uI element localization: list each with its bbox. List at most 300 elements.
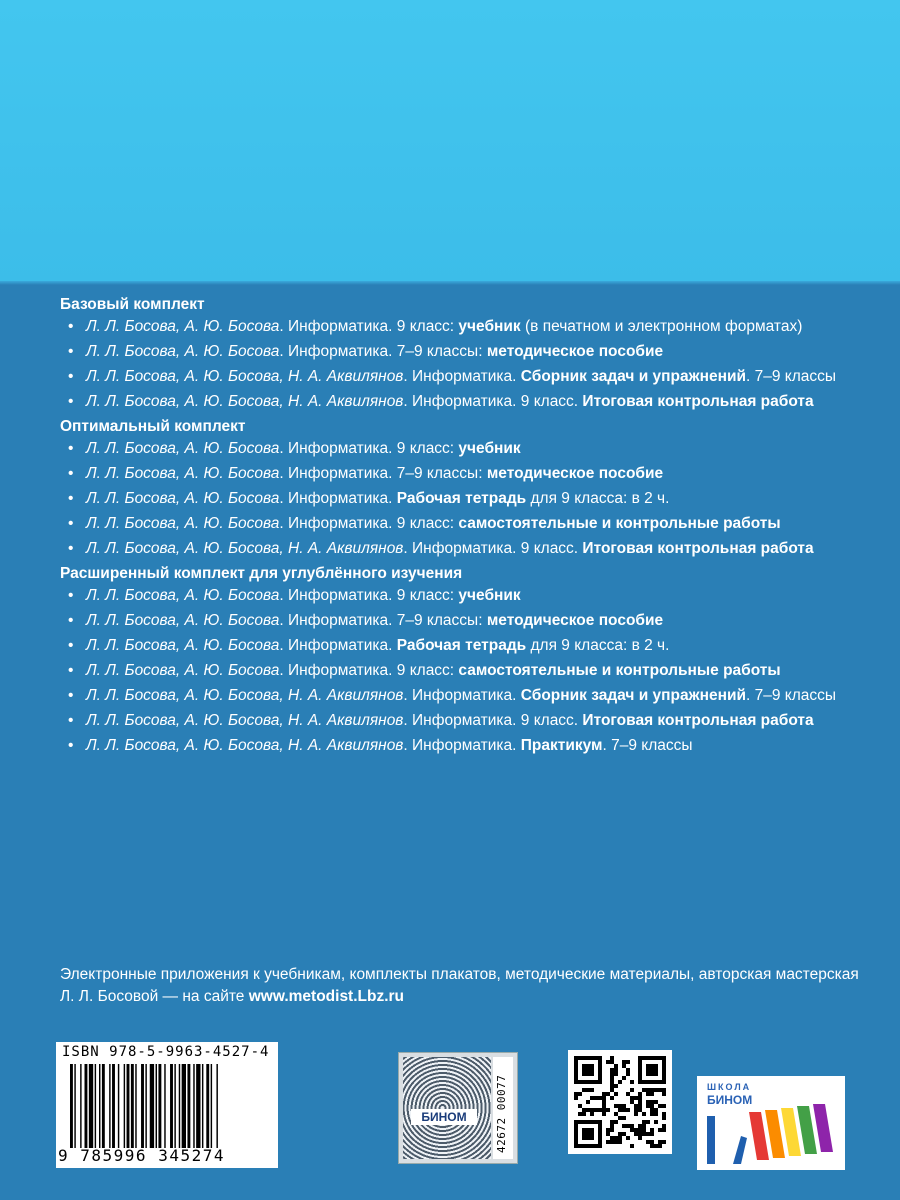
- qr-module: [598, 1080, 602, 1084]
- qr-module: [642, 1120, 646, 1124]
- qr-module: [598, 1132, 602, 1136]
- qr-module: [578, 1104, 582, 1108]
- qr-module: [598, 1128, 602, 1132]
- list-item: [86, 391, 860, 413]
- qr-module: [638, 1132, 642, 1136]
- qr-module: [638, 1056, 642, 1060]
- qr-module: [586, 1120, 590, 1124]
- qr-module: [630, 1088, 634, 1092]
- qr-module: [594, 1108, 598, 1112]
- qr-module: [582, 1112, 586, 1116]
- qr-module: [638, 1064, 642, 1068]
- band-divider: [0, 281, 900, 285]
- qr-module: [582, 1132, 586, 1136]
- qr-module: [586, 1088, 590, 1092]
- barcode-bar: [145, 1064, 146, 1148]
- section-title: Расширенный комплект для углублённого изучения: [60, 565, 463, 582]
- qr-module: [602, 1112, 606, 1116]
- qr-module: [662, 1064, 666, 1068]
- qr-module: [650, 1092, 654, 1096]
- qr-module: [586, 1056, 590, 1060]
- item-author: Л. Л. Босова, А. Ю. Босова: [86, 637, 280, 654]
- qr-module: [658, 1056, 662, 1060]
- qr-module: [614, 1072, 618, 1076]
- qr-module: [610, 1096, 614, 1100]
- item-text: . Информатика. 7–9 классы:: [279, 465, 487, 482]
- qr-module: [650, 1140, 654, 1144]
- qr-module: [650, 1068, 654, 1072]
- item-author: Л. Л. Босова, А. Ю. Босова: [86, 343, 280, 360]
- qr-module: [662, 1092, 666, 1096]
- qr-module: [654, 1108, 658, 1112]
- qr-module: [602, 1096, 606, 1100]
- item-text: . Информатика.: [279, 637, 397, 654]
- barcode-bar: [182, 1064, 186, 1148]
- item-tail: для 9 класса: в 2 ч.: [526, 490, 670, 507]
- qr-module: [574, 1128, 578, 1132]
- qr-module: [610, 1068, 614, 1072]
- qr-module: [630, 1124, 634, 1128]
- qr-module: [578, 1056, 582, 1060]
- qr-module: [574, 1120, 578, 1124]
- list-item: [86, 610, 860, 632]
- qr-module: [654, 1072, 658, 1076]
- qr-module: [574, 1072, 578, 1076]
- qr-module: [586, 1136, 590, 1140]
- qr-module: [658, 1088, 662, 1092]
- qr-module: [622, 1060, 626, 1064]
- qr-module: [662, 1056, 666, 1060]
- qr-module: [662, 1076, 666, 1080]
- qr-module: [602, 1092, 606, 1096]
- item-tail: (в печатном и электронном форматах): [520, 318, 803, 335]
- publisher-logo: [697, 1076, 845, 1170]
- qr-module: [630, 1100, 634, 1104]
- qr-module: [590, 1096, 594, 1100]
- qr-module: [662, 1072, 666, 1076]
- qr-module: [638, 1080, 642, 1084]
- qr-module: [582, 1064, 586, 1068]
- item-text: . Информатика. 9 класс:: [279, 587, 459, 604]
- qr-module: [590, 1136, 594, 1140]
- qr-module: [618, 1140, 622, 1144]
- qr-module: [602, 1104, 606, 1108]
- qr-module: [578, 1080, 582, 1084]
- item-text: . Информатика.: [403, 368, 521, 385]
- qr-module: [658, 1144, 662, 1148]
- qr-module: [650, 1100, 654, 1104]
- qr-module: [574, 1076, 578, 1080]
- qr-module: [642, 1132, 646, 1136]
- qr-module: [606, 1092, 610, 1096]
- hologram-sticker: [398, 1052, 518, 1164]
- qr-module: [654, 1056, 658, 1060]
- barcode-bar: [124, 1064, 125, 1148]
- qr-module: [618, 1104, 622, 1108]
- qr-module: [598, 1096, 602, 1100]
- qr-module: [614, 1084, 618, 1088]
- item-text: . Информатика. 9 класс.: [403, 540, 583, 557]
- qr-module: [582, 1108, 586, 1112]
- qr-module: [654, 1088, 658, 1092]
- item-bold-title: методическое пособие: [486, 612, 664, 629]
- qr-module: [662, 1060, 666, 1064]
- qr-module: [634, 1128, 638, 1132]
- barcode-bar: [164, 1064, 165, 1148]
- qr-module: [654, 1068, 658, 1072]
- qr-module: [650, 1128, 654, 1132]
- qr-module: [606, 1132, 610, 1136]
- qr-module: [590, 1088, 594, 1092]
- qr-module: [646, 1088, 650, 1092]
- section-title: Оптимальный комплект: [60, 418, 246, 435]
- list-item: [86, 488, 860, 510]
- qr-module: [618, 1116, 622, 1120]
- section-list: [60, 585, 860, 757]
- item-text: . Информатика. 9 класс:: [279, 318, 459, 335]
- section-list: [60, 438, 860, 560]
- item-bold-title: самостоятельные и контрольные работы: [458, 662, 781, 679]
- qr-module: [582, 1080, 586, 1084]
- qr-module: [658, 1140, 662, 1144]
- qr-module: [642, 1112, 646, 1116]
- item-author: Л. Л. Босова, А. Ю. Босова: [86, 612, 280, 629]
- qr-module: [638, 1096, 642, 1100]
- list-item: [86, 735, 860, 757]
- logo-line-school: ШКОЛА: [707, 1082, 752, 1092]
- item-bold-title: учебник: [458, 587, 521, 604]
- list-item: [86, 463, 860, 485]
- qr-module: [582, 1072, 586, 1076]
- item-text: . Информатика.: [279, 490, 397, 507]
- qr-module: [662, 1112, 666, 1116]
- barcode-bar: [179, 1064, 180, 1148]
- qr-code-pattern: [574, 1056, 666, 1148]
- qr-module: [590, 1072, 594, 1076]
- item-author: Л. Л. Босова, А. Ю. Босова, Н. А. Аквилянов: [86, 393, 404, 410]
- qr-module: [654, 1144, 658, 1148]
- list-item: [86, 366, 860, 388]
- isbn-barcode: [56, 1042, 278, 1168]
- qr-module: [622, 1116, 626, 1120]
- qr-module: [618, 1136, 622, 1140]
- qr-module: [662, 1068, 666, 1072]
- qr-module: [650, 1104, 654, 1108]
- qr-module: [626, 1092, 630, 1096]
- item-bold-title: Итоговая контрольная работа: [582, 712, 814, 729]
- item-author: Л. Л. Босова, А. Ю. Босова, Н. А. Аквилянов: [86, 368, 404, 385]
- qr-module: [654, 1100, 658, 1104]
- qr-module: [654, 1112, 658, 1116]
- item-tail: . 7–9 классы: [602, 737, 693, 754]
- item-author: Л. Л. Босова, А. Ю. Босова: [86, 515, 280, 532]
- qr-module: [582, 1136, 586, 1140]
- qr-module: [638, 1128, 642, 1132]
- qr-module: [578, 1144, 582, 1148]
- qr-module: [598, 1064, 602, 1068]
- qr-module: [606, 1128, 610, 1132]
- qr-module: [590, 1108, 594, 1112]
- qr-module: [574, 1064, 578, 1068]
- qr-module: [598, 1136, 602, 1140]
- item-bold-title: Рабочая тетрадь: [396, 490, 527, 507]
- list-item: [86, 635, 860, 657]
- qr-module: [626, 1124, 630, 1128]
- list-item: [86, 585, 860, 607]
- list-item: [86, 341, 860, 363]
- qr-module: [582, 1068, 586, 1072]
- qr-module: [638, 1104, 642, 1108]
- qr-module: [590, 1056, 594, 1060]
- qr-module: [614, 1136, 618, 1140]
- qr-module: [650, 1080, 654, 1084]
- item-author: Л. Л. Босова, А. Ю. Босова, Н. А. Аквилянов: [86, 540, 404, 557]
- qr-module: [586, 1080, 590, 1084]
- qr-module: [578, 1112, 582, 1116]
- qr-module: [650, 1064, 654, 1068]
- qr-module: [610, 1076, 614, 1080]
- qr-module: [590, 1068, 594, 1072]
- item-tail: . 7–9 классы: [746, 368, 837, 385]
- qr-module: [646, 1120, 650, 1124]
- qr-module: [662, 1104, 666, 1108]
- qr-module: [622, 1064, 626, 1068]
- hologram-strip: [493, 1057, 513, 1159]
- item-bold-title: Сборник задач и упражнений: [520, 368, 747, 385]
- qr-module: [622, 1132, 626, 1136]
- qr-module: [574, 1140, 578, 1144]
- barcode-bar: [156, 1064, 157, 1148]
- qr-module: [622, 1076, 626, 1080]
- ean-number: 9 785996 345274: [58, 1146, 225, 1165]
- qr-module: [590, 1132, 594, 1136]
- qr-module: [658, 1128, 662, 1132]
- qr-module: [598, 1124, 602, 1128]
- item-text: . Информатика.: [403, 687, 521, 704]
- qr-module: [646, 1104, 650, 1108]
- footer-site-link[interactable]: www.metodist.Lbz.ru: [248, 988, 405, 1005]
- qr-module: [658, 1080, 662, 1084]
- qr-module: [586, 1072, 590, 1076]
- qr-module: [614, 1068, 618, 1072]
- qr-module: [630, 1128, 634, 1132]
- item-author: Л. Л. Босова, А. Ю. Босова, Н. А. Аквилянов: [86, 687, 404, 704]
- qr-module: [606, 1060, 610, 1064]
- qr-module: [638, 1100, 642, 1104]
- barcode-bar: [150, 1064, 154, 1148]
- section-list: [60, 316, 860, 413]
- item-author: Л. Л. Босова, А. Ю. Босова, Н. А. Аквилянов: [86, 712, 404, 729]
- qr-module: [662, 1116, 666, 1120]
- qr-module: [594, 1144, 598, 1148]
- logo-line-binom: БИНОМ: [707, 1093, 753, 1107]
- qr-module: [642, 1056, 646, 1060]
- item-bold-title: самостоятельные и контрольные работы: [458, 515, 781, 532]
- qr-module: [622, 1124, 626, 1128]
- qr-module: [638, 1136, 642, 1140]
- qr-module: [590, 1064, 594, 1068]
- barcode-bar: [196, 1064, 200, 1148]
- qr-module: [614, 1112, 618, 1116]
- qr-module: [626, 1072, 630, 1076]
- qr-module: [634, 1104, 638, 1108]
- qr-module: [646, 1080, 650, 1084]
- qr-module: [598, 1076, 602, 1080]
- qr-module: [602, 1100, 606, 1104]
- qr-module: [610, 1128, 614, 1132]
- qr-module: [646, 1140, 650, 1144]
- qr-module: [574, 1080, 578, 1084]
- qr-module: [610, 1140, 614, 1144]
- qr-module: [634, 1112, 638, 1116]
- qr-module: [586, 1132, 590, 1136]
- barcode-bar: [80, 1064, 81, 1148]
- barcode-bars: [70, 1064, 266, 1148]
- kit-list: [60, 292, 860, 760]
- barcode-bar: [170, 1064, 173, 1148]
- qr-module: [598, 1120, 602, 1124]
- item-author: Л. Л. Босова, А. Ю. Босова: [86, 662, 280, 679]
- qr-module: [614, 1064, 618, 1068]
- qr-module: [574, 1132, 578, 1136]
- qr-module: [662, 1124, 666, 1128]
- qr-module: [642, 1080, 646, 1084]
- qr-module: [638, 1076, 642, 1080]
- footer-text: Электронные приложения к учебникам, комплекты плакатов, методические материалы, авторская мастерская Л. Л. Босовой — на сайте: [60, 966, 859, 1005]
- qr-module: [642, 1088, 646, 1092]
- qr-module: [610, 1084, 614, 1088]
- barcode-bar: [74, 1064, 75, 1148]
- item-tail: для 9 класса: в 2 ч.: [526, 637, 670, 654]
- item-author: Л. Л. Босова, А. Ю. Босова: [86, 465, 280, 482]
- footer-note: [60, 964, 860, 1008]
- item-bold-title: Итоговая контрольная работа: [582, 540, 814, 557]
- qr-module: [594, 1096, 598, 1100]
- barcode-bar: [118, 1064, 119, 1148]
- qr-module: [650, 1056, 654, 1060]
- qr-module: [598, 1056, 602, 1060]
- barcode-bar: [85, 1064, 88, 1148]
- qr-module: [586, 1128, 590, 1132]
- item-bold-title: Рабочая тетрадь: [396, 637, 527, 654]
- qr-module: [606, 1140, 610, 1144]
- item-bold-title: Итоговая контрольная работа: [582, 393, 814, 410]
- item-bold-title: учебник: [458, 440, 521, 457]
- qr-module: [618, 1080, 622, 1084]
- item-text: . Информатика. 9 класс:: [279, 440, 459, 457]
- barcode-bar: [99, 1064, 100, 1148]
- item-text: . Информатика. 9 класс.: [403, 712, 583, 729]
- cover-top-band: [0, 0, 900, 283]
- section-title: Базовый комплект: [60, 296, 205, 313]
- qr-module: [598, 1072, 602, 1076]
- list-item: [86, 685, 860, 707]
- qr-module: [590, 1144, 594, 1148]
- barcode-bar: [102, 1064, 105, 1148]
- barcode-bar: [158, 1064, 161, 1148]
- qr-module: [598, 1144, 602, 1148]
- qr-module: [654, 1064, 658, 1068]
- item-text: . Информатика. 9 класс:: [279, 662, 459, 679]
- qr-module: [590, 1128, 594, 1132]
- list-item: [86, 710, 860, 732]
- barcode-bar: [70, 1064, 73, 1148]
- qr-module: [646, 1132, 650, 1136]
- qr-module: [574, 1092, 578, 1096]
- qr-module: [594, 1120, 598, 1124]
- qr-module: [658, 1104, 662, 1108]
- qr-module: [590, 1112, 594, 1116]
- qr-module: [574, 1124, 578, 1128]
- list-item: [86, 660, 860, 682]
- qr-module: [610, 1060, 614, 1064]
- list-item: [86, 513, 860, 535]
- qr-module: [582, 1056, 586, 1060]
- item-text: . Информатика.: [403, 737, 521, 754]
- qr-module: [618, 1132, 622, 1136]
- item-author: Л. Л. Босова, А. Ю. Босова: [86, 490, 280, 507]
- barcode-bar: [211, 1064, 212, 1148]
- item-text: . Информатика. 7–9 классы:: [279, 612, 487, 629]
- barcode-bar: [216, 1064, 217, 1148]
- qr-module: [654, 1080, 658, 1084]
- qr-module: [610, 1120, 614, 1124]
- qr-module: [638, 1108, 642, 1112]
- barcode-bar: [193, 1064, 194, 1148]
- qr-module: [582, 1120, 586, 1124]
- qr-module: [650, 1132, 654, 1136]
- qr-module: [614, 1140, 618, 1144]
- qr-module: [598, 1068, 602, 1072]
- qr-module: [598, 1060, 602, 1064]
- barcode-bar: [127, 1064, 130, 1148]
- qr-code[interactable]: [568, 1050, 672, 1154]
- list-item: [86, 438, 860, 460]
- qr-module: [598, 1108, 602, 1112]
- qr-module: [646, 1068, 650, 1072]
- qr-module: [578, 1120, 582, 1124]
- item-author: Л. Л. Босова, А. Ю. Босова: [86, 587, 280, 604]
- item-bold-title: методическое пособие: [486, 343, 664, 360]
- barcode-bar: [206, 1064, 209, 1148]
- qr-module: [610, 1136, 614, 1140]
- item-author: Л. Л. Босова, А. Ю. Босова: [86, 440, 280, 457]
- qr-module: [614, 1104, 618, 1108]
- qr-module: [638, 1092, 642, 1096]
- qr-module: [650, 1112, 654, 1116]
- qr-module: [582, 1128, 586, 1132]
- qr-module: [590, 1080, 594, 1084]
- qr-module: [662, 1128, 666, 1132]
- qr-module: [626, 1068, 630, 1072]
- qr-module: [642, 1128, 646, 1132]
- qr-module: [662, 1080, 666, 1084]
- barcode-bar: [187, 1064, 190, 1148]
- qr-module: [650, 1088, 654, 1092]
- item-tail: . 7–9 классы: [746, 687, 837, 704]
- qr-module: [662, 1140, 666, 1144]
- barcode-bar: [112, 1064, 115, 1148]
- qr-module: [634, 1096, 638, 1100]
- qr-module: [606, 1108, 610, 1112]
- list-item: [86, 316, 860, 338]
- qr-module: [610, 1088, 614, 1092]
- qr-module: [574, 1144, 578, 1148]
- qr-module: [646, 1100, 650, 1104]
- qr-module: [646, 1056, 650, 1060]
- qr-module: [630, 1080, 634, 1084]
- barcode-bar: [174, 1064, 175, 1148]
